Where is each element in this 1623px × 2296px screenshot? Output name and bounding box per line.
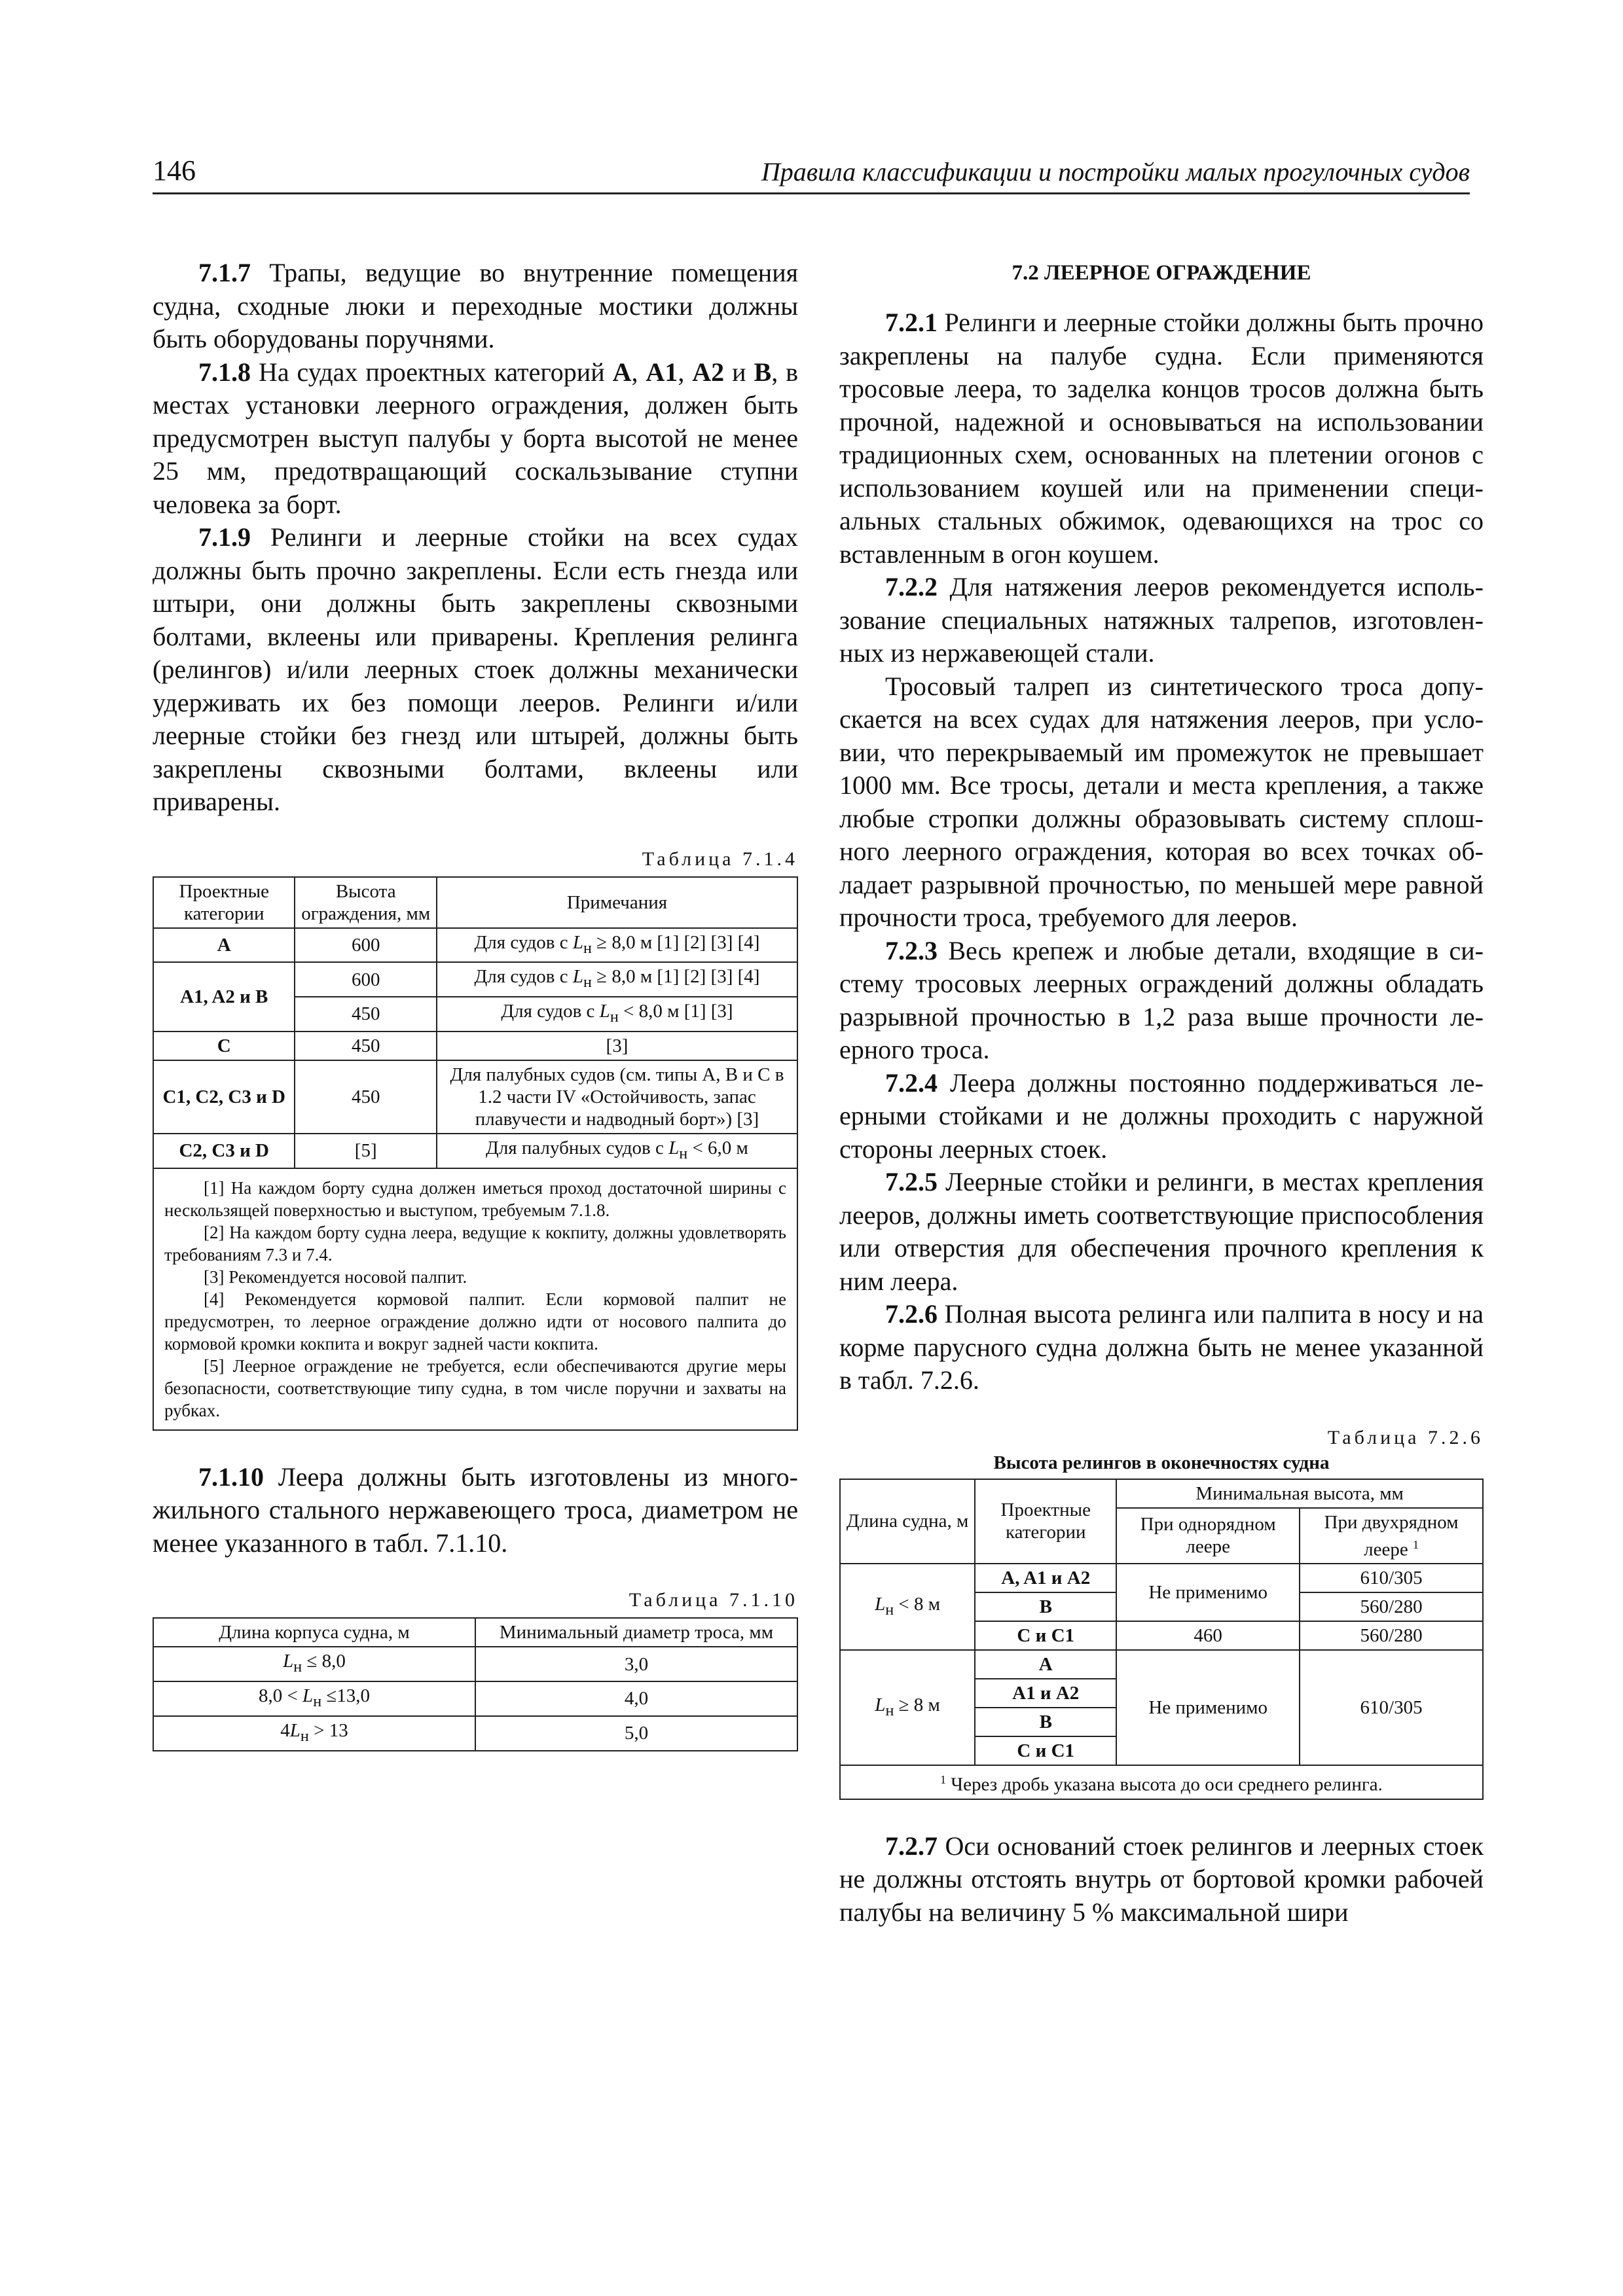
footnote-cell: $^1$ Через дробь указана высота до оси среднего релинга. [840, 1765, 1483, 1799]
table-row [840, 1650, 1483, 1679]
category-cell: C [153, 1031, 295, 1060]
category-cell: C1, C2, C3 и D [153, 1060, 295, 1134]
note-cell: Для судов с $L_н \ge 8,0$ м [1] [2] [3] [4] [437, 962, 797, 997]
header-cell: Минимальная высота, мм [1116, 1479, 1483, 1508]
footnotes-row [840, 1765, 1483, 1799]
section-title: 7.2 ЛЕЕРНОЕ ОГРАЖДЕНИЕ [1012, 261, 1311, 285]
paragraph-7-2-6: 7.2.6 Полная высота релинга или палпита в носу и на корме парусного судна должна быть не менее указанной в табл. 7.2.6. [839, 1299, 1484, 1395]
footnote: [3] Рекомендуется носовой палпит. [204, 1266, 467, 1287]
category-cell: A, A1 и A2 [975, 1564, 1116, 1592]
paragraph-7-1-9: 7.1.9 Релинги и леерные стойки на всех судах должны быть прочно закреплены. Если есть гнезда или штыри, они должны быть закреплены сквозными болтами, вклеены или приварены. Крепления релинга (релингов) и/или леерных стоек должны механически удерживать их без помощи лееров. Релинги и/или леерные стойки без гнезд или штырей, должны быть закреплены сквозными болтами, вклеены или приварены. [153, 522, 798, 816]
table-row [153, 1031, 797, 1060]
category-cell: B [975, 1592, 1116, 1621]
table-header-row [840, 1479, 1483, 1508]
table-row [840, 1564, 1483, 1592]
length-cell: $L_н \le 8,0$ [153, 1647, 475, 1681]
header-cell: Проектные категории [153, 877, 295, 928]
footnote: [5] Леерное ограждение не требуется, если обеспечиваются другие меры безопасности, соответствующие типу судна, в том числе поручни и захваты на рубках. [164, 1355, 786, 1420]
single-rail-cell: 460 [1116, 1621, 1300, 1650]
table-row [153, 1716, 797, 1751]
diameter-cell: 3,0 [475, 1647, 797, 1681]
table-7-2-6 [839, 1479, 1484, 1800]
double-rail-cell: 560/280 [1300, 1621, 1483, 1650]
note-cell: Для палубных судов (см. типы A, B и C в 1.2 части IV «Остойчивость, запас плавучести и надводный борт») [3] [437, 1060, 797, 1134]
paragraph-7-2-5: 7.2.5 Леерные стойки и релинги, в местах крепления лееров, должны иметь соответствующие приспособления или отверстия для обеспечения прочного крепления к ним леера. [839, 1167, 1484, 1296]
header-cell: Длина судна, м [840, 1479, 975, 1564]
paragraph-7-1-7: 7.1.7 Трапы, ведущие во внутренние помещения судна, сходные люки и переходные мостики должны быть оборудованы поручнями. [153, 258, 798, 353]
note-cell: Для судов с $L_н < 8,0$ м [1] [3] [437, 997, 797, 1031]
table-7-1-10 [153, 1617, 798, 1751]
running-title: Правила классификации и постройки малых прогулочных судов [761, 157, 1470, 187]
height-cell: 600 [295, 928, 436, 963]
category-cell: C и C1 [975, 1621, 1116, 1650]
page-number: 146 [153, 154, 196, 187]
category-cell: B [975, 1708, 1116, 1736]
note-cell: [3] [437, 1031, 797, 1060]
table-row [153, 1681, 797, 1716]
table-header-row [153, 877, 797, 928]
table-row [153, 1647, 797, 1681]
height-cell: 600 [295, 962, 436, 997]
length-cell: $L_н < 8$ м [840, 1564, 975, 1650]
paragraph-7-1-10: 7.1.10 Леера должны быть изготовлены из многожильного стального нержавеющего троса, диаметром не менее указанного в табл. 7.1.10. [153, 1462, 798, 1558]
paragraph-7-2-2-continued: Тросовый талреп из синтетического троса допускается на всех судах для натяжения лееров, при условии, что перекрываемый им промежуток не превышает 1000 мм. Все тросы, детали и места крепления, а также любые стропки должны образовывать систему сплошного леерного ограждения, которая во всех точках обладает разрывной прочностью, по меньшей мере равной прочности троса, требуемого для лееров. [839, 671, 1484, 932]
table-7-1-4 [153, 876, 798, 1431]
note-cell: Для судов с $L_н \ge 8,0$ м [1] [2] [3] [4] [437, 928, 797, 963]
length-cell: $8,0 < L_н \le 13,0$ [153, 1681, 475, 1716]
double-rail-cell: 610/305 [1300, 1564, 1483, 1592]
footnote: [4] Рекомендуется кормовой палпит. Если кормовой палпит не предусмотрен, то леерное ограждение должно идти от носового палпита до кормовой кромки кокпита и вокруг задней части кокпита. [164, 1289, 786, 1354]
double-rail-cell: 610/305 [1300, 1650, 1483, 1765]
height-cell: [5] [295, 1134, 436, 1168]
page-header [153, 152, 1470, 194]
left-column [153, 257, 798, 1751]
table-7-2-6-title: Высота релингов в оконечностях судна [993, 1452, 1330, 1473]
category-cell: A [153, 928, 295, 963]
category-cell: C и C1 [975, 1736, 1116, 1765]
table-7-1-10-caption: Таблица 7.1.10 [629, 1589, 798, 1611]
header-cell: Минимальный диаметр троса, мм [475, 1618, 797, 1647]
height-cell: 450 [295, 997, 436, 1031]
table-7-1-4-caption: Таблица 7.1.4 [642, 848, 798, 870]
footnote: [1] На каждом борту судна должен иметься проход достаточной ширины с нескользящей поверхностью и выступом, требуемым 7.1.8. [164, 1177, 786, 1220]
header-cell: Высота ограждения, мм [295, 877, 436, 928]
table-row [153, 962, 797, 997]
single-rail-cell: Не применимо [1116, 1564, 1300, 1621]
header-cell: При двухрядном леере $^1$ [1300, 1508, 1483, 1564]
single-rail-cell: Не применимо [1116, 1650, 1300, 1765]
table-7-2-6-caption: Таблица 7.2.6 [1327, 1426, 1484, 1448]
height-cell: 450 [295, 1060, 436, 1134]
header-cell: Проектные категории [975, 1479, 1116, 1564]
footnote: [2] На каждом борту судна леера, ведущие к кокпиту, должны удовлетворять требованиям 7.3 и 7.4. [164, 1222, 786, 1265]
table-row [153, 1060, 797, 1134]
paragraph-7-2-2: 7.2.2 Для натяжения лееров рекомендуется использование специальных натяжных талрепов, изготовленных из нержавеющей стали. [839, 572, 1484, 668]
header-cell: При однорядном леере [1116, 1508, 1300, 1564]
paragraph-7-2-4: 7.2.4 Леера должны постоянно поддерживаться леерными стойками и не должны проходить с наружной стороны леерных стоек. [839, 1067, 1484, 1164]
paragraph-7-1-8: 7.1.8 На судах проектных категорий A, A1, A2 и B, в местах установки леерного ограждения, должен быть предусмотрен выступ палубы у борта высотой не менее 25 мм, предотвращающий соскальзывание ступни человека за борт. [153, 357, 799, 519]
length-cell: $4L_н > 13$ [153, 1716, 475, 1751]
paragraph-7-2-3: 7.2.3 Весь крепеж и любые детали, входящие в систему тросовых леерных ограждений должны обладать разрывной прочностью в 1,2 раза выше прочности леерного троса. [839, 935, 1484, 1064]
note-cell: Для палубных судов с $L_н < 6,0$ м [437, 1134, 797, 1168]
footnotes-cell [153, 1168, 797, 1430]
length-cell: $L_н \ge 8$ м [840, 1650, 975, 1765]
category-cell: A [975, 1650, 1116, 1679]
table-row [153, 1134, 797, 1168]
header-cell: Длина корпуса судна, м [153, 1618, 475, 1647]
table-row [153, 928, 797, 963]
table-header-row [153, 1618, 797, 1647]
right-column [839, 257, 1484, 1929]
header-cell: Примечания [437, 877, 797, 928]
height-cell: 450 [295, 1031, 436, 1060]
category-cell: A1, A2 и B [153, 962, 295, 1031]
double-rail-cell: 560/280 [1300, 1592, 1483, 1621]
diameter-cell: 5,0 [475, 1716, 797, 1751]
diameter-cell: 4,0 [475, 1681, 797, 1716]
footnotes-row [153, 1168, 797, 1430]
category-cell: A1 и A2 [975, 1679, 1116, 1708]
paragraph-7-2-1: 7.2.1 Релинги и леерные стойки должны быть прочно закреплены на палубе судна. Если применяются тросовые леера, то заделка концов тросов должна быть прочной, надежной и основываться на использовании традиционных схем, основанных на плетении огонов с использованием коушей или на применении специальных стальных обжимок, одевающихся на трос со вставленным в огон коушем. [839, 308, 1484, 569]
paragraph-7-2-7: 7.2.7 Оси оснований стоек релингов и леерных стоек не должны отстоять внутрь от бортовой кромки рабочей палубы на величину 5 % максимальной шири [839, 1831, 1484, 1927]
category-cell: C2, C3 и D [153, 1134, 295, 1168]
